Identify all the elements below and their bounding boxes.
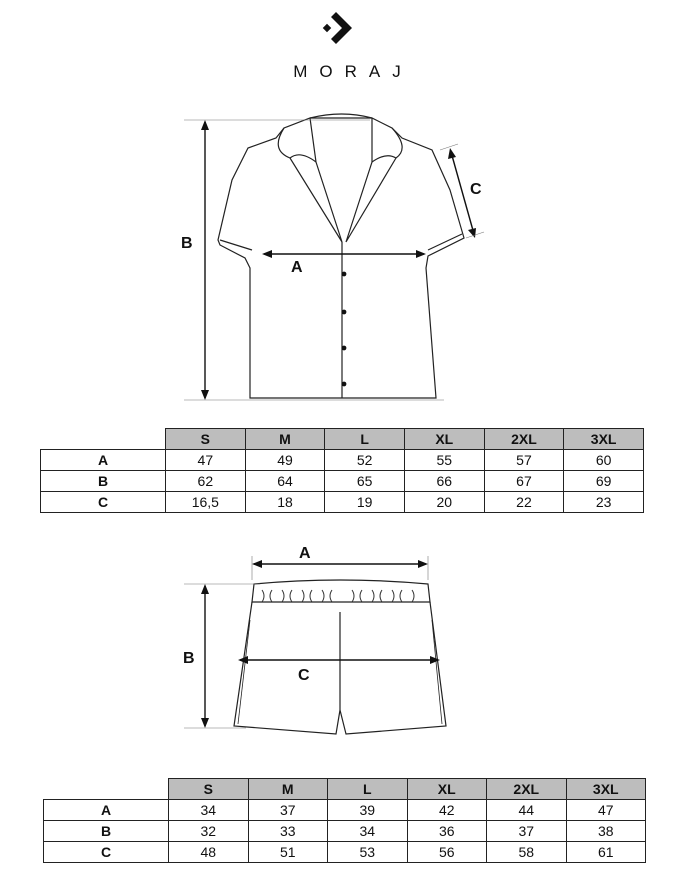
- size-header: M: [248, 779, 328, 800]
- table-cell: 44: [487, 800, 567, 821]
- table-row: [41, 492, 644, 513]
- table-cell: 51: [248, 842, 328, 863]
- button-dot-3: [342, 346, 347, 351]
- table-cell: 64: [245, 471, 325, 492]
- table-cell: 20: [404, 492, 484, 513]
- table-cell: 18: [245, 492, 325, 513]
- row-label: C: [41, 492, 166, 513]
- size-header: M: [245, 429, 325, 450]
- size-header: S: [169, 779, 249, 800]
- table-cell: 53: [328, 842, 408, 863]
- table-cell: 55: [404, 450, 484, 471]
- shorts-size-table: [43, 778, 646, 863]
- moraj-logo-icon: [322, 10, 362, 46]
- table-row: [44, 842, 646, 863]
- table-cell: 39: [328, 800, 408, 821]
- size-header: S: [166, 429, 246, 450]
- size-header: 3XL: [564, 429, 644, 450]
- shirt-outline: [218, 118, 464, 398]
- table-row: [44, 821, 646, 842]
- table-cell: 62: [166, 471, 246, 492]
- shorts-waistband: [252, 580, 430, 602]
- table-cell: 49: [245, 450, 325, 471]
- shorts-label-b: B: [183, 650, 195, 667]
- table-cell: 69: [564, 471, 644, 492]
- size-header: 2XL: [484, 429, 564, 450]
- shirt-label-a: A: [291, 259, 303, 276]
- size-header: 2XL: [487, 779, 567, 800]
- table-cell: 36: [407, 821, 487, 842]
- table-cell: 34: [169, 800, 249, 821]
- table-cell: 22: [484, 492, 564, 513]
- table-cell: 47: [166, 450, 246, 471]
- table-cell: 34: [328, 821, 408, 842]
- brand-name: MORAJ: [293, 62, 413, 81]
- table-corner: [44, 779, 169, 800]
- shirt-diagram: [0, 100, 694, 410]
- row-label: C: [44, 842, 169, 863]
- shirt-collar-right: [346, 118, 402, 242]
- table-cell: 60: [564, 450, 644, 471]
- size-header: 3XL: [566, 779, 646, 800]
- shorts-label-a: A: [299, 545, 311, 562]
- size-header: XL: [407, 779, 487, 800]
- row-label: A: [44, 800, 169, 821]
- size-header: XL: [404, 429, 484, 450]
- table-cell: 52: [325, 450, 405, 471]
- table-row: [41, 471, 644, 492]
- table-cell: 42: [407, 800, 487, 821]
- button-dot-1: [342, 272, 347, 277]
- row-label: B: [41, 471, 166, 492]
- size-header: L: [325, 429, 405, 450]
- table-cell: 47: [566, 800, 646, 821]
- row-label: A: [41, 450, 166, 471]
- button-dot-4: [342, 382, 347, 387]
- size-header: L: [328, 779, 408, 800]
- shorts-label-c: C: [298, 667, 310, 684]
- table-cell: 66: [404, 471, 484, 492]
- table-cell: 58: [487, 842, 567, 863]
- table-cell: 48: [169, 842, 249, 863]
- table-cell: 37: [248, 800, 328, 821]
- table-cell: 67: [484, 471, 564, 492]
- shirt-label-b: B: [181, 235, 193, 252]
- table-cell: 37: [487, 821, 567, 842]
- shirt-table-header: [41, 429, 644, 450]
- table-cell: 23: [564, 492, 644, 513]
- table-cell: 32: [169, 821, 249, 842]
- table-cell: 56: [407, 842, 487, 863]
- table-cell: 57: [484, 450, 564, 471]
- shirt-size-table: [40, 428, 644, 513]
- table-cell: 16,5: [166, 492, 246, 513]
- table-row: [44, 800, 646, 821]
- table-row: [41, 450, 644, 471]
- table-cell: 65: [325, 471, 405, 492]
- table-cell: 33: [248, 821, 328, 842]
- button-dot-2: [342, 310, 347, 315]
- table-cell: 19: [325, 492, 405, 513]
- shirt-collar-left: [278, 118, 342, 242]
- table-corner: [41, 429, 166, 450]
- shirt-label-c: C: [470, 181, 482, 198]
- shorts-table-header: [44, 779, 646, 800]
- shorts-diagram: [0, 540, 694, 755]
- table-cell: 61: [566, 842, 646, 863]
- table-cell: 38: [566, 821, 646, 842]
- row-label: B: [44, 821, 169, 842]
